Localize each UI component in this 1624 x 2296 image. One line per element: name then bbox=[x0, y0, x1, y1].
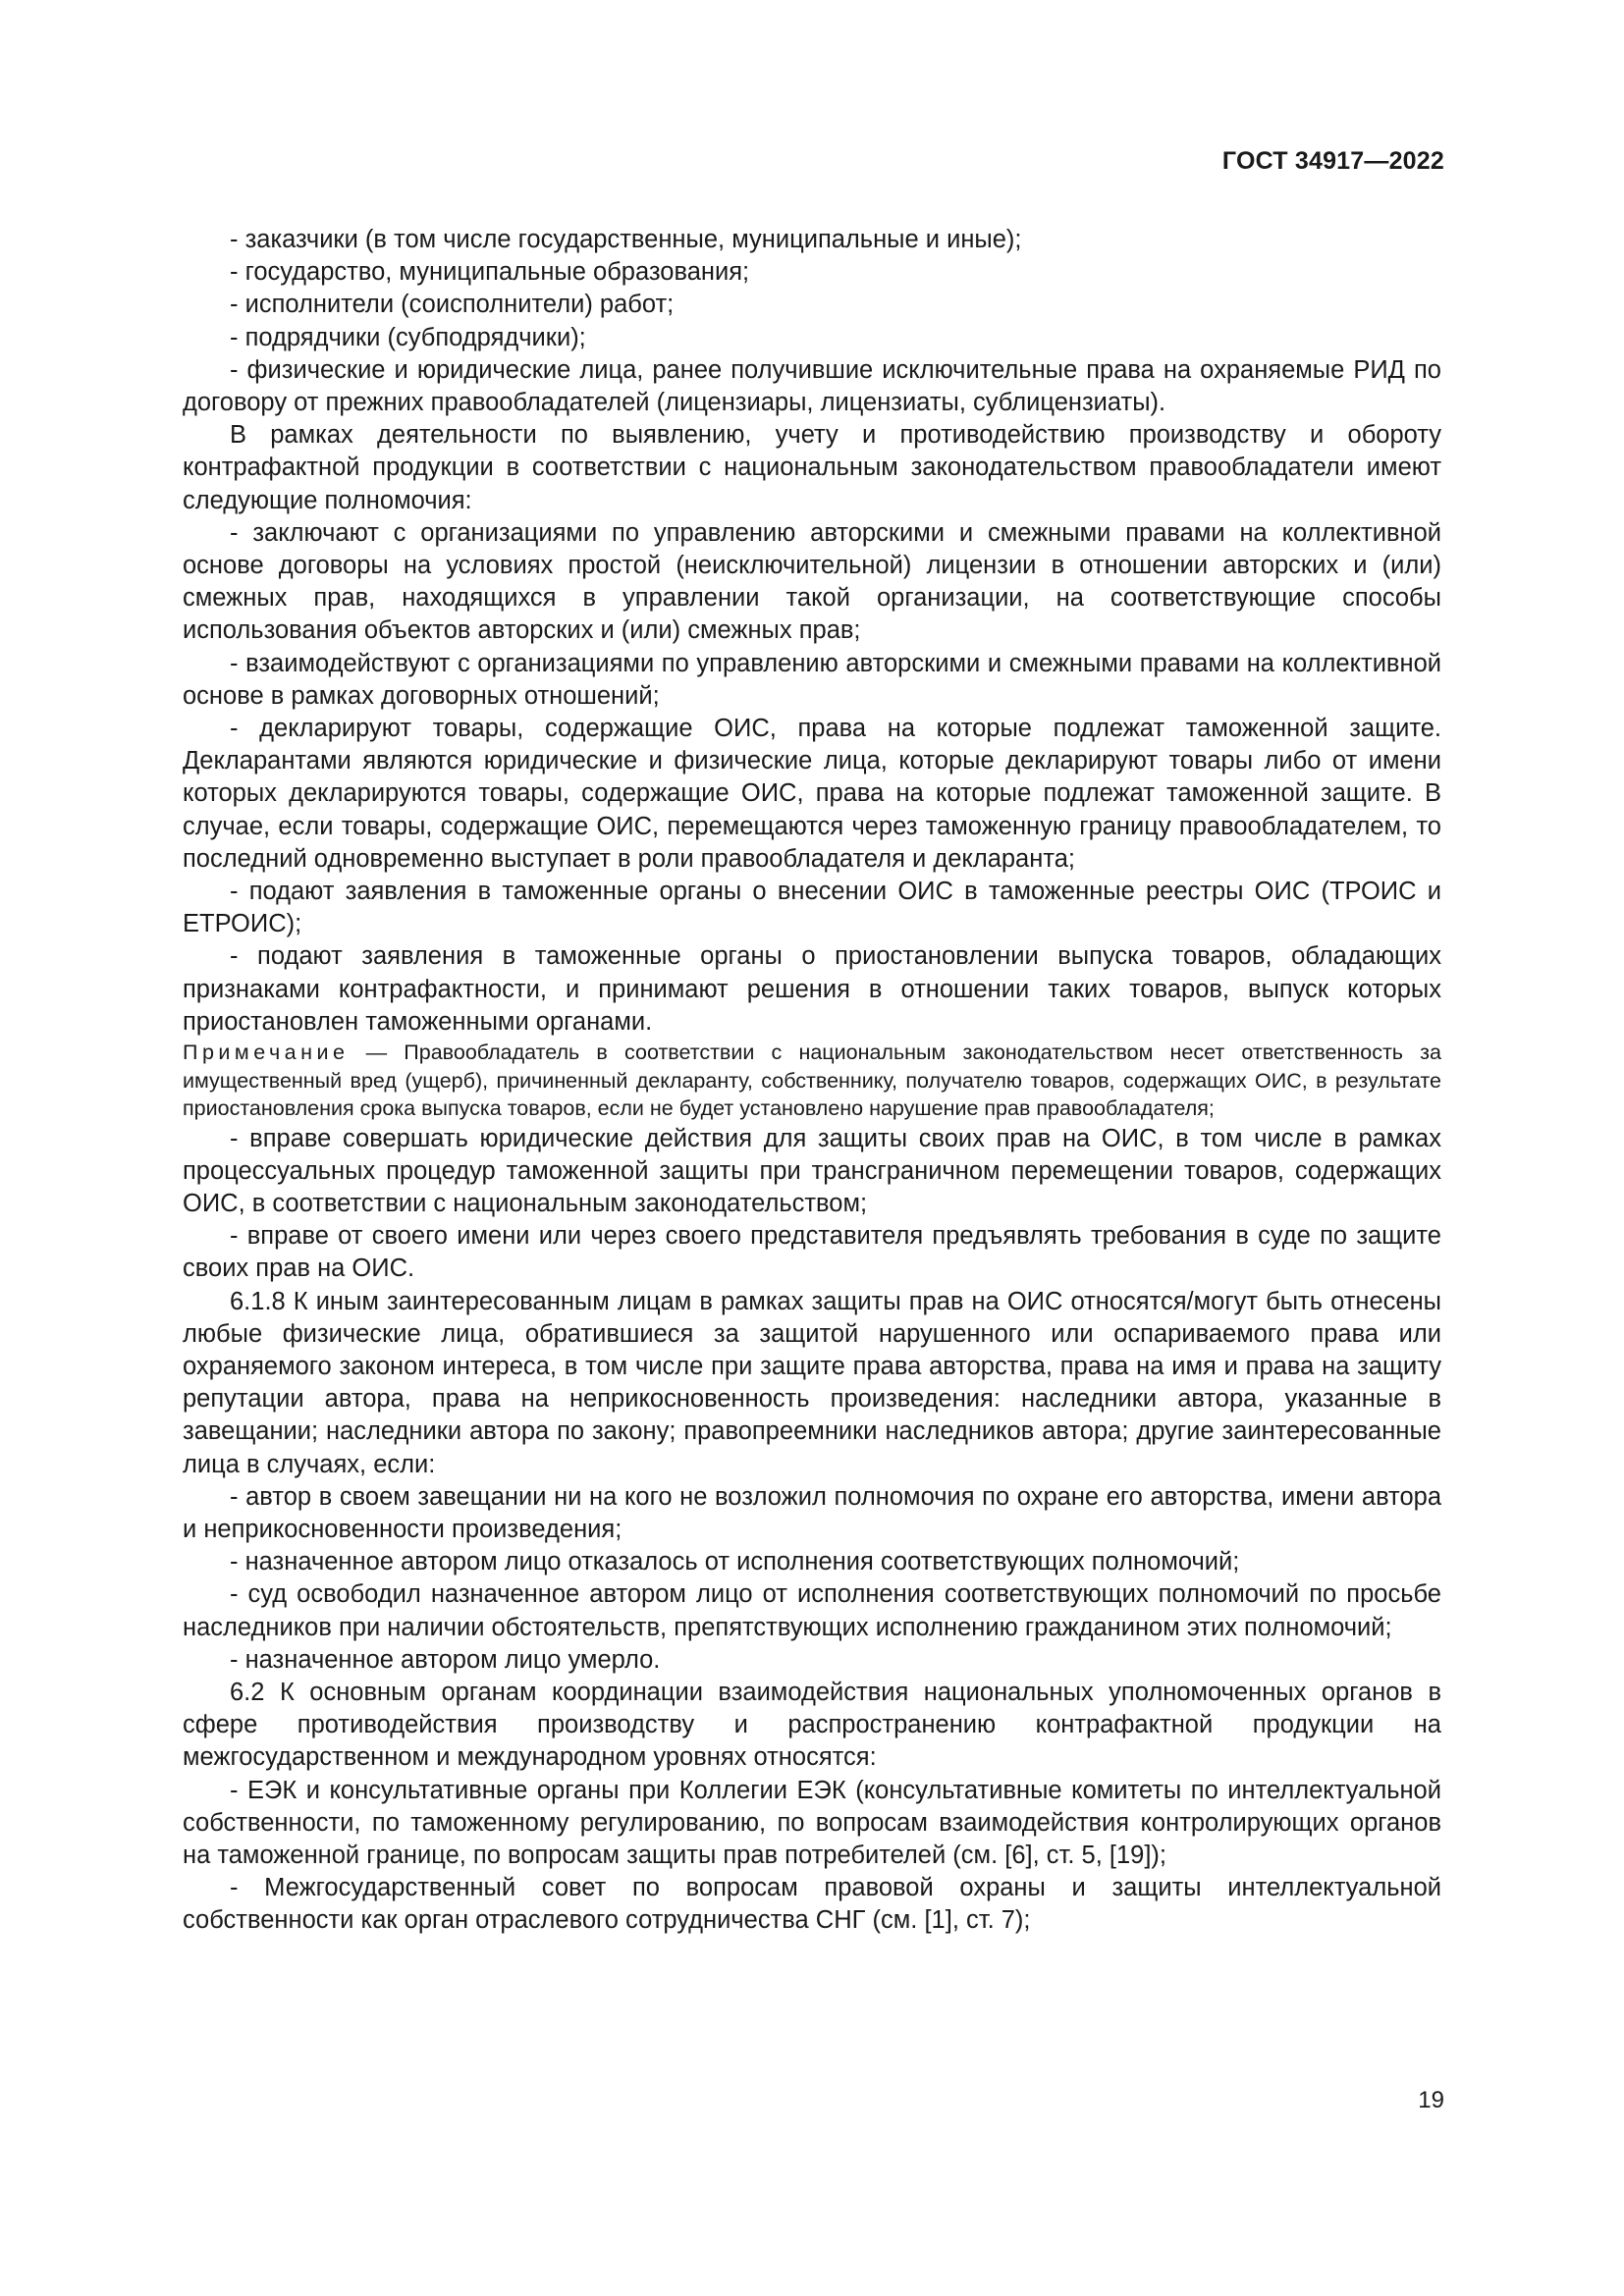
document-code-header: ГОСТ 34917—2022 bbox=[1221, 147, 1444, 175]
paragraph: В рамках деятельности по выявлению, учету и противодействию производству и обороту контрафактной продукции в соответствии с национальным законодательством правообладатели имеют следующие полномочия: bbox=[183, 421, 1441, 514]
list-item: - суд освободил назначенное автором лицо от исполнения соответствующих полномочий по просьбе наследников при наличии обстоятельств, препятствующих исполнению гражданином этих полномочий; bbox=[183, 1580, 1441, 1641]
list-item: - ЕЭК и консультативные органы при Коллегии ЕЭК (консультативные комитеты по интеллектуальной собственности, по таможенному регулированию, по вопросам взаимодействия контролирующих органов на таможенной границе, по вопросам защиты прав потребителей (см. [6], ст. 5, [19]); bbox=[183, 1776, 1441, 1870]
list-item: - физические и юридические лица, ранее получившие исключительные права на охраняемые РИД по договору от прежних правообладателей (лицензиары, лицензиаты, сублицензиаты). bbox=[183, 355, 1441, 417]
list-item: - Межгосударственный совет по вопросам правовой охраны и защиты интеллектуальной собственности как орган отраслевого сотрудничества СНГ (см. [1], ст. 7); bbox=[183, 1874, 1441, 1935]
note-label: Примечание bbox=[183, 1041, 350, 1065]
list-item: - назначенное автором лицо умерло. bbox=[230, 1645, 661, 1674]
list-item: - подают заявления в таможенные органы о внесении ОИС в таможенные реестры ОИС (ТРОИС и ЕТРОИС); bbox=[183, 878, 1441, 938]
section-paragraph: 6.2 К основным органам координации взаимодействия национальных уполномоченных органов в сфере противодействия производству и распространению контрафактной продукции на межгосударственном и международном уровнях относятся: bbox=[183, 1679, 1441, 1772]
list-item: - подают заявления в таможенные органы о приостановлении выпуска товаров, обладающих признаками контрафактности, и принимают решения в отношении таких товаров, выпуск которых приостановлен таможенными органами. bbox=[183, 942, 1441, 1036]
list-item: - заказчики (в том числе государственные, муниципальные и иные); bbox=[230, 226, 1022, 253]
note-paragraph bbox=[183, 1039, 1441, 1123]
list-item: - исполнители (соисполнители) работ; bbox=[230, 291, 675, 319]
list-item: - государство, муниципальные образования; bbox=[230, 258, 750, 287]
list-item: - подрядчики (субподрядчики); bbox=[230, 323, 586, 351]
list-item: - вправе от своего имени или через своего представителя предъявлять требования в суде по защите своих прав на ОИС. bbox=[183, 1222, 1441, 1283]
list-item: - взаимодействуют с организациями по управлению авторскими и смежными правами на коллективной основе в рамках договорных отношений; bbox=[183, 649, 1441, 710]
document-body bbox=[183, 224, 1441, 1938]
note-text: — Правообладатель в соответствии с национальным законодательством несет ответственность за имущественный вред (ущерб), причиненный декларанту, собственнику, получателю товаров, содержащих ОИС, в результате приостановления срока выпуска товаров, если не будет установлено нарушение прав правообладателя; bbox=[183, 1041, 1441, 1121]
list-item: - назначенное автором лицо отказалось от исполнения соответствующих полномочий; bbox=[230, 1548, 1240, 1576]
list-item: - вправе совершать юридические действия для защиты своих прав на ОИС, в том числе в рамках процессуальных процедур таможенной защиты при трансграничном перемещении товаров, содержащих ОИС, в соответствии с национальным законодательством; bbox=[183, 1124, 1441, 1217]
list-item: - заключают с организациями по управлению авторскими и смежными правами на коллективной основе договоры на условиях простой (неисключительной) лицензии в отношении авторских и (или) смежных прав, находящихся в управлении такой организации, на соответствующие способы использования объектов авторских и (или) смежных прав; bbox=[183, 518, 1441, 645]
page-number: 19 bbox=[1418, 2087, 1444, 2113]
list-item: - автор в своем завещании ни на кого не возложил полномочия по охране его авторства, имени автора и неприкосновенности произведения; bbox=[183, 1482, 1441, 1544]
section-paragraph: 6.1.8 К иным заинтересованным лицам в рамках защиты прав на ОИС относятся/могут быть отнесены любые физические лица, обратившиеся за защитой нарушенного или оспариваемого права или охраняемого законом интереса, в том числе при защите права авторства, права на имя и права на защиту репутации автора, права на неприкосновенность произведения: наследники автора, указанные в завещании; наследники автора по закону; правопреемники наследников автора; другие заинтересованные лица в случаях, если: bbox=[183, 1287, 1441, 1478]
list-item: - декларируют товары, содержащие ОИС, права на которые подлежат таможенной защите. Декларантами являются юридические и физические лица, которые декларируют товары либо от имени которых декларируются товары, содержащие ОИС, права на которые подлежат таможенной защите. В случае, если товары, содержащие ОИС, перемещаются через таможенную границу правообладателем, то последний одновременно выступает в роли правообладателя и декларанта; bbox=[183, 715, 1441, 873]
